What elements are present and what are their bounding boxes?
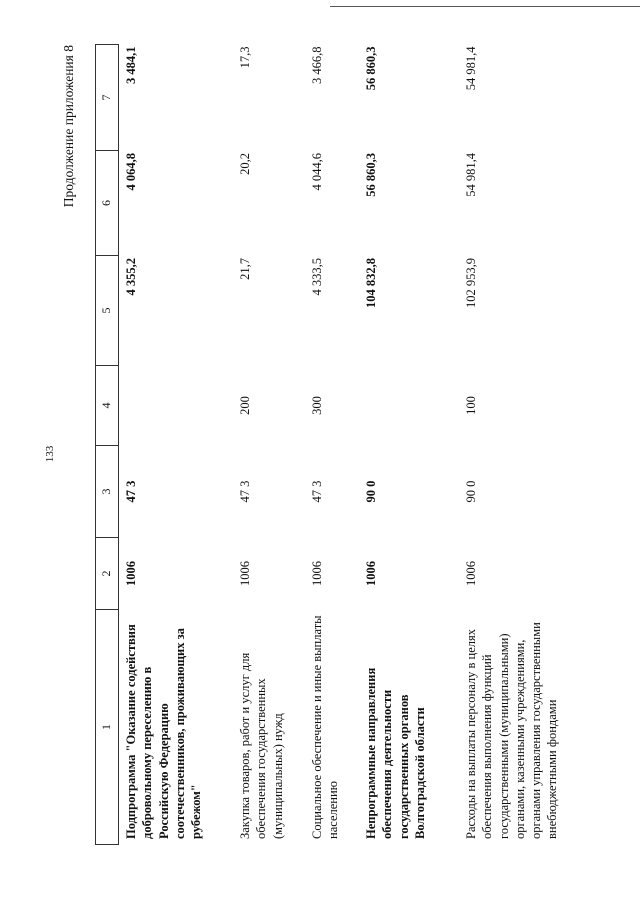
- header-col-3: 3: [96, 446, 119, 538]
- appendix-caption: Продолжение приложения 8: [61, 45, 76, 208]
- row-value-6: 56 860,3: [364, 153, 378, 197]
- row-section: 1006: [238, 561, 252, 586]
- row-value-6: 4 064,8: [124, 153, 138, 191]
- header-col-2: 2: [96, 538, 119, 610]
- header-col-7: 7: [96, 45, 119, 151]
- header-row: [96, 45, 119, 845]
- header-col-1: 1: [96, 610, 119, 845]
- table-row: [119, 45, 234, 845]
- row-type: 300: [310, 396, 324, 415]
- table-row: [359, 45, 459, 845]
- budget-table: [95, 44, 579, 845]
- row-value-7: 3 484,1: [124, 46, 138, 84]
- top-rule: [330, 6, 640, 7]
- row-name: Закупка товаров, работ и услуг для обеспечения государственных (муниципальных) нужд: [238, 652, 285, 839]
- row-target: 90 0: [364, 480, 378, 503]
- table-row: [459, 45, 579, 845]
- row-name: Социальное обеспечение и иные выплаты населению: [310, 615, 341, 839]
- row-value-5: 102 953,9: [464, 258, 478, 308]
- row-value-7: 17,3: [238, 46, 252, 69]
- row-value-7: 54 981,4: [464, 46, 478, 91]
- row-type: [119, 366, 234, 446]
- row-target: 47 3: [310, 480, 324, 503]
- row-value-5: 104 832,8: [364, 258, 378, 308]
- row-section: 1006: [124, 561, 138, 586]
- row-name: Подпрограмма "Оказание содействия добровольному переселению в Российскую Федерацию соотечественников, проживающих за рубежом": [124, 624, 203, 839]
- header-col-4: 4: [96, 366, 119, 446]
- row-value-6: 20,2: [238, 153, 252, 175]
- row-value-7: 56 860,3: [364, 46, 378, 91]
- row-value-6: 54 981,4: [464, 153, 478, 197]
- page-number: 133: [44, 445, 56, 463]
- row-section: 1006: [310, 561, 324, 586]
- table-row: [233, 45, 305, 845]
- rotated-page-content: [61, 45, 565, 845]
- row-section: 1006: [464, 561, 478, 586]
- row-value-7: 3 466,8: [310, 46, 324, 84]
- header-col-6: 6: [96, 151, 119, 256]
- row-type: [359, 366, 459, 446]
- row-value-6: 4 044,6: [310, 153, 324, 191]
- row-section: 1006: [364, 561, 378, 586]
- row-target: 47 3: [238, 480, 252, 503]
- row-value-5: 21,7: [238, 258, 252, 280]
- row-value-5: 4 355,2: [124, 258, 138, 296]
- table-row: [305, 45, 359, 845]
- row-value-5: 4 333,5: [310, 258, 324, 296]
- row-name: Непрограммные направления обеспечения деятельности государственных органов Волгоградской области: [364, 667, 427, 839]
- row-target: 90 0: [464, 480, 478, 503]
- row-type: 200: [238, 396, 252, 415]
- header-col-5: 5: [96, 256, 119, 366]
- row-type: 100: [464, 396, 478, 415]
- row-target: 47 3: [124, 480, 138, 503]
- row-name: Расходы на выплаты персоналу в целях обеспечения выполнения функций государственными (муниципальными) органами, казенными учреждениями, органами управления государственными внебюджетными фондами: [464, 622, 560, 839]
